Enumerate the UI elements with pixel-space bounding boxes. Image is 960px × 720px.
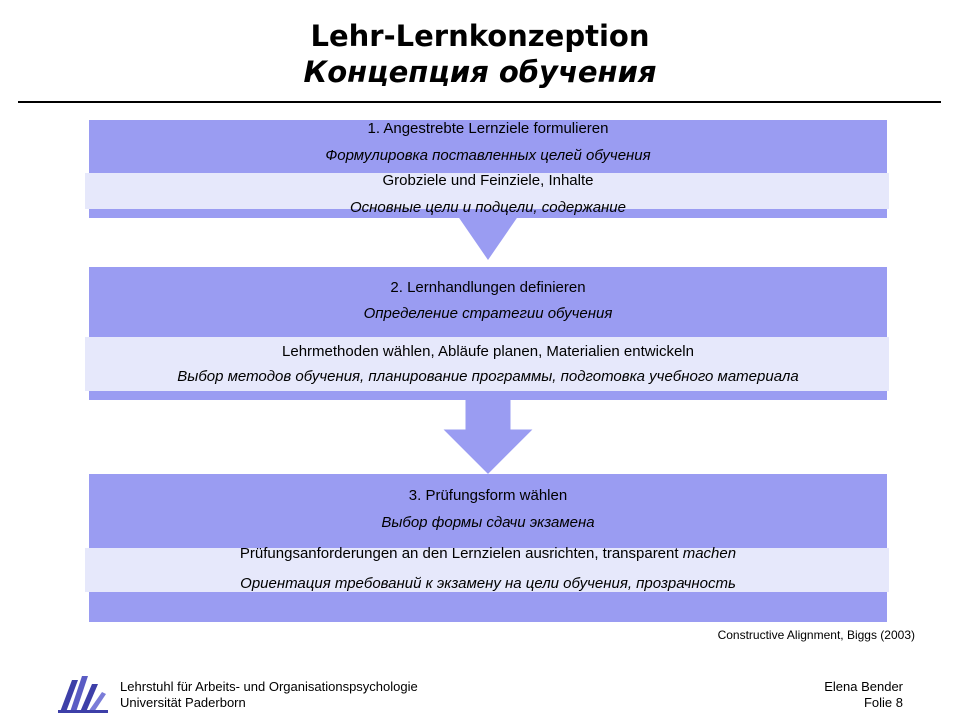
title-german: Lehr-Lernkonzeption: [310, 19, 650, 53]
step-1-detail-ru: Основные цели и подцели, содержание: [350, 199, 626, 216]
footer-author-slide: [824, 679, 903, 711]
title-russian: Концепция обучения: [303, 55, 657, 89]
university-logo-icon: [58, 672, 108, 714]
step-3-detail: [89, 545, 887, 563]
footer-institution: [120, 679, 418, 711]
step-3-detail-ru: Ориентация требований к экзамену на цели обучения, прозрачность: [240, 575, 736, 592]
down-arrow-icon: [440, 398, 536, 478]
step-1-heading-ru: Формулировка поставленных целей обучения: [325, 147, 651, 164]
step-2-detail-ru: Выбор методов обучения, планирование программы, подготовка учебного материала: [177, 368, 799, 385]
step-1-box: [89, 120, 887, 218]
step-2-detail: Lehrmethoden wählen, Abläufe planen, Materialien entwickeln: [282, 343, 694, 360]
step-1-detail: Grobziele und Feinziele, Inhalte: [382, 172, 594, 189]
step-1-heading: 1. Angestrebte Lernziele formulieren: [367, 120, 609, 137]
down-arrow-icon: [455, 212, 521, 262]
step-2-heading-ru: Определение стратегии обучения: [363, 305, 613, 322]
step-3-heading-ru: Выбор формы сдачи экзамена: [381, 514, 595, 531]
slide-title: [0, 18, 960, 90]
step-2-heading: 2. Lernhandlungen definieren: [390, 279, 586, 296]
step-2-box: [89, 267, 887, 400]
step-3-detail-tail: machen: [682, 545, 737, 562]
step-3-detail-main: Prüfungsanforderungen an den Lernzielen ausrichten, transparent: [239, 545, 683, 562]
footer-chair: Lehrstuhl für Arbeits- und Organisationspsychologie: [120, 679, 418, 694]
source-citation: Constructive Alignment, Biggs (2003): [717, 628, 915, 642]
step-3-box: [89, 474, 887, 622]
step-3-heading: 3. Prüfungsform wählen: [408, 487, 568, 504]
footer-university: Universität Paderborn: [120, 695, 246, 710]
footer-slide-number: Folie 8: [863, 695, 903, 710]
title-divider: [18, 101, 941, 103]
footer-author: Elena Bender: [824, 679, 903, 694]
